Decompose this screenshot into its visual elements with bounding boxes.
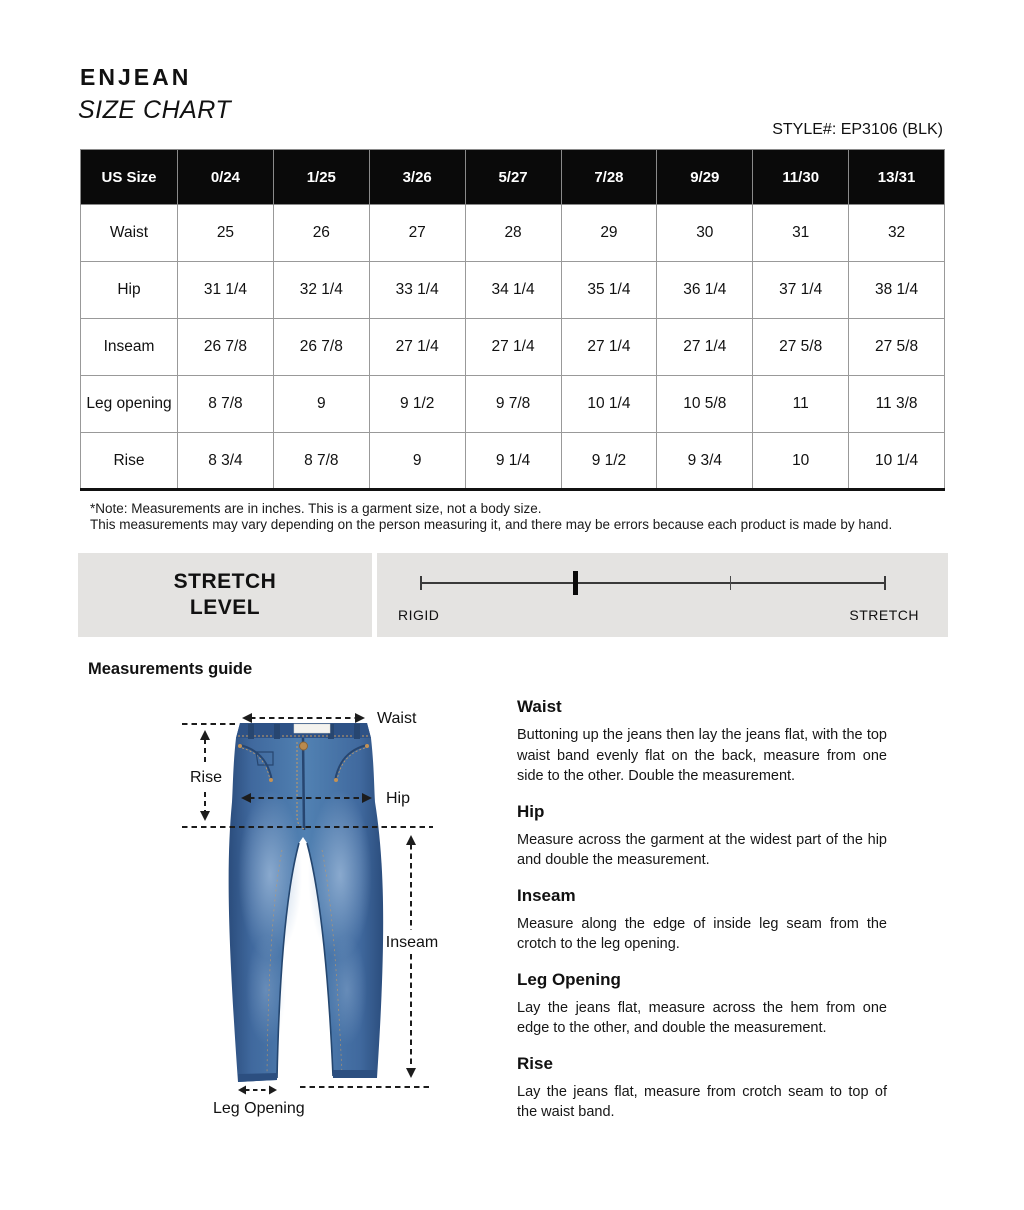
note-text — [90, 501, 970, 532]
stretch-title-line1: STRETCH — [173, 570, 277, 593]
table-row-hip — [81, 262, 945, 319]
belt-loop — [248, 724, 254, 739]
column-header-size: 0/24 — [178, 150, 274, 205]
guide-section-heading: Rise — [517, 1053, 553, 1073]
jeans-measurement-diagram — [170, 690, 470, 1130]
row-label: Waist — [81, 205, 178, 262]
guide-section-heading: Inseam — [517, 885, 576, 905]
measurement-cell: 10 1/4 — [849, 433, 945, 490]
stretch-label: STRETCH — [849, 607, 919, 623]
note-line-2: This measurements may vary depending on the person measuring it, and there may be errors because each product is made by hand. — [90, 516, 893, 532]
measurement-cell: 27 1/4 — [369, 319, 465, 376]
measurement-cell: 29 — [561, 205, 657, 262]
measurement-cell: 26 7/8 — [178, 319, 274, 376]
scale-start-tick — [420, 576, 422, 590]
row-label: Hip — [81, 262, 178, 319]
measurement-cell: 31 1/4 — [178, 262, 274, 319]
column-header-size: 3/26 — [369, 150, 465, 205]
guide-section-heading: Waist — [517, 697, 562, 716]
measurement-cell: 37 1/4 — [753, 262, 849, 319]
measurement-cell: 8 7/8 — [273, 433, 369, 490]
jeans-button — [300, 742, 308, 750]
size-table-head — [81, 150, 945, 205]
guide-section-body: Measure along the edge of inside leg seam from the crotch to the leg opening. — [517, 915, 887, 952]
table-row-leg-opening — [81, 376, 945, 433]
measurement-cell: 27 5/8 — [849, 319, 945, 376]
row-label: Rise — [81, 433, 178, 490]
measurement-cell: 25 — [178, 205, 274, 262]
stretch-level-title — [174, 569, 277, 621]
jeans-illustration — [229, 723, 384, 1082]
measurement-cell: 27 1/4 — [465, 319, 561, 376]
stretch-scale-track — [420, 582, 886, 584]
stretch-title-line2: LEVEL — [189, 596, 261, 619]
column-header-size: 13/31 — [849, 150, 945, 205]
guide-section-heading: Leg Opening — [517, 969, 621, 989]
diagram-leg-opening-label: Leg Opening — [213, 1100, 305, 1117]
measurement-cell: 11 3/8 — [849, 376, 945, 433]
table-row-inseam — [81, 319, 945, 376]
row-label: Inseam — [81, 319, 178, 376]
column-header-us-size: US Size — [81, 150, 178, 205]
measurement-cell: 32 — [849, 205, 945, 262]
size-table-body — [81, 205, 945, 490]
guide-section-heading: Hip — [517, 801, 545, 821]
table-row-rise — [81, 433, 945, 490]
brand-name: ENJEAN — [80, 64, 192, 90]
guide-section-body: Lay the jeans flat, measure across the hem from one edge to the other, and double the measurement. — [517, 999, 887, 1036]
measurement-cell: 9 1/2 — [561, 433, 657, 490]
measurement-cell: 8 3/4 — [178, 433, 274, 490]
diagram-hip-label: Hip — [386, 790, 411, 807]
measurement-cell: 26 7/8 — [273, 319, 369, 376]
scale-mid-tick — [730, 576, 732, 590]
measurement-cell: 9 — [273, 376, 369, 433]
guide-section-rise — [517, 1054, 887, 1123]
measurement-cell: 35 1/4 — [561, 262, 657, 319]
measurement-cell: 9 3/4 — [657, 433, 753, 490]
rigid-label: RIGID — [398, 607, 440, 623]
measurement-cell: 27 5/8 — [753, 319, 849, 376]
column-header-size: 9/29 — [657, 150, 753, 205]
measurement-cell: 10 5/8 — [657, 376, 753, 433]
measurement-cell: 27 1/4 — [561, 319, 657, 376]
measurement-cell: 38 1/4 — [849, 262, 945, 319]
measurement-cell: 27 1/4 — [657, 319, 753, 376]
diagram-waist-label: Waist — [377, 710, 417, 727]
measurement-cell: 34 1/4 — [465, 262, 561, 319]
diagram-inseam-label: Inseam — [385, 934, 439, 951]
size-table-wrap — [80, 149, 945, 491]
measurements-guide-title: Measurements guide — [88, 660, 253, 678]
stretch-level-label-panel — [78, 553, 372, 637]
guide-section-body: Buttoning up the jeans then lay the jeans flat, with the top waist band evenly flat on the back, measure from one side to the other. Double the measurement. — [517, 727, 887, 784]
column-header-size: 7/28 — [561, 150, 657, 205]
guide-sections — [517, 697, 887, 1138]
stretch-level-marker — [573, 571, 578, 595]
row-label: Leg opening — [81, 376, 178, 433]
guide-section-body: Measure across the garment at the widest part of the hip and double the measurement. — [517, 831, 887, 868]
jeans-diagram-svg — [170, 690, 470, 1130]
measurement-cell: 9 1/2 — [369, 376, 465, 433]
measurement-cell: 26 — [273, 205, 369, 262]
guide-section-inseam — [517, 886, 887, 955]
size-chart-table — [80, 149, 945, 491]
measurement-cell: 33 1/4 — [369, 262, 465, 319]
measurement-cell: 36 1/4 — [657, 262, 753, 319]
style-number: STYLE#: EP3106 (BLK) — [772, 121, 943, 138]
column-header-size: 11/30 — [753, 150, 849, 205]
measurement-cell: 32 1/4 — [273, 262, 369, 319]
diagram-rise-label: Rise — [189, 769, 223, 786]
scale-end-tick — [884, 576, 886, 590]
measurement-cell: 31 — [753, 205, 849, 262]
measurement-cell: 27 — [369, 205, 465, 262]
measurement-cell: 10 1/4 — [561, 376, 657, 433]
measurement-cell: 28 — [465, 205, 561, 262]
note-line-1: *Note: Measurements are in inches. This is a garment size, not a body size. — [90, 501, 542, 516]
measurement-cell: 9 — [369, 433, 465, 490]
measurement-cell: 30 — [657, 205, 753, 262]
stretch-scale-panel — [377, 553, 948, 637]
table-row-waist — [81, 205, 945, 262]
waistband-label — [294, 724, 330, 733]
measurement-cell: 9 7/8 — [465, 376, 561, 433]
measurement-cell: 8 7/8 — [178, 376, 274, 433]
guide-section-waist — [517, 697, 887, 787]
guide-section-leg-opening — [517, 970, 887, 1039]
size-table-header-row — [81, 150, 945, 205]
column-header-size: 1/25 — [273, 150, 369, 205]
guide-section-body: Lay the jeans flat, measure from crotch seam to top of the waist band. — [517, 1083, 887, 1120]
column-header-size: 5/27 — [465, 150, 561, 205]
measurement-cell: 10 — [753, 433, 849, 490]
guide-section-hip — [517, 802, 887, 871]
page-title: SIZE CHART — [78, 96, 232, 124]
measurement-cell: 9 1/4 — [465, 433, 561, 490]
measurement-cell: 11 — [753, 376, 849, 433]
